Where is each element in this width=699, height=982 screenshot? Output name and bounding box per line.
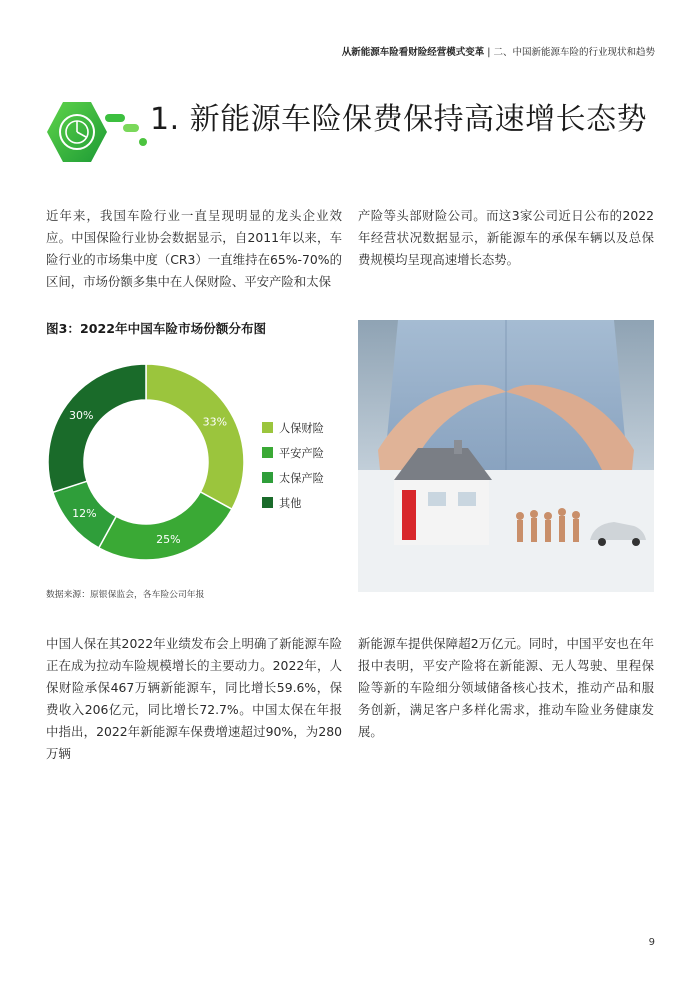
- page-number: 9: [648, 937, 655, 948]
- legend-swatch: [262, 447, 273, 458]
- legend-item: [262, 490, 324, 515]
- chart-legend: [262, 415, 324, 515]
- header-section: 二、中国新能源车险的行业现状和趋势: [493, 47, 655, 58]
- legend-label: 其他: [279, 496, 302, 510]
- donut-slice-label: 33%: [202, 415, 228, 429]
- header-doc-title: 从新能源车险看财险经营模式变革: [341, 47, 485, 58]
- donut-chart: [46, 362, 246, 562]
- legend-item: [262, 440, 324, 465]
- figure-caption: 图3：2022年中国车险市场份额分布图: [46, 321, 267, 336]
- section-heading: [45, 100, 665, 164]
- intro-paragraph-left: 近年来，我国车险行业一直呈现明显的龙头企业效应。中国保险行业协会数据显示，自2011年以来，车险行业的市场集中度（CR3）一直维持在65%-70%的区间，市场份额多集中在人保财险、平安产险和太保: [46, 208, 342, 289]
- donut-slice-label: 25%: [156, 532, 181, 546]
- running-header: [342, 44, 655, 58]
- house-protection-photo: [358, 320, 654, 592]
- pie-chart-icon: [45, 100, 157, 164]
- legend-label: 人保财险: [279, 421, 324, 435]
- legend-item: [262, 465, 324, 490]
- legend-label: 平安产险: [279, 446, 324, 460]
- body-paragraph-left: 中国人保在其2022年业绩发布会上明确了新能源车险正在成为拉动车险规模增长的主要动力。2022年，人保财险承保467万辆新能源车，同比增长59.6%，保费收入206亿元，同比增长72.7%。中国太保在年报中指出，2022年新能源车保费增速超过90%，为280万辆: [46, 636, 342, 761]
- legend-swatch: [262, 472, 273, 483]
- donut-slice: [99, 492, 232, 560]
- header-separator: |: [487, 47, 491, 58]
- section-title: 1. 新能源车险保费保持高速增长态势: [150, 102, 648, 137]
- donut-slice: [48, 364, 146, 492]
- intro-paragraph-right: 产险等头部财险公司。而这3家公司近日公布的2022年经营状况数据显示，新能源车的承保车辆以及总保费规模均呈现高速增长态势。: [358, 208, 654, 267]
- body-paragraph-right: 新能源车提供保障超2万亿元。同时，中国平安也在年报中表明，平安产险将在新能源、无人驾驶、里程保险等新的车险细分领域储备核心技术，推动产品和服务创新，满足客户多样化需求，推动车险业务健康发展。: [358, 636, 654, 739]
- donut-slice-label: 12%: [72, 506, 97, 520]
- legend-swatch: [262, 497, 273, 508]
- donut-slice: [146, 364, 244, 509]
- figure-source: 数据来源：原银保监会，各车险公司年报: [46, 590, 205, 600]
- legend-swatch: [262, 422, 273, 433]
- legend-item: [262, 415, 324, 440]
- donut-slice-label: 30%: [69, 408, 94, 422]
- legend-label: 太保产险: [279, 471, 324, 485]
